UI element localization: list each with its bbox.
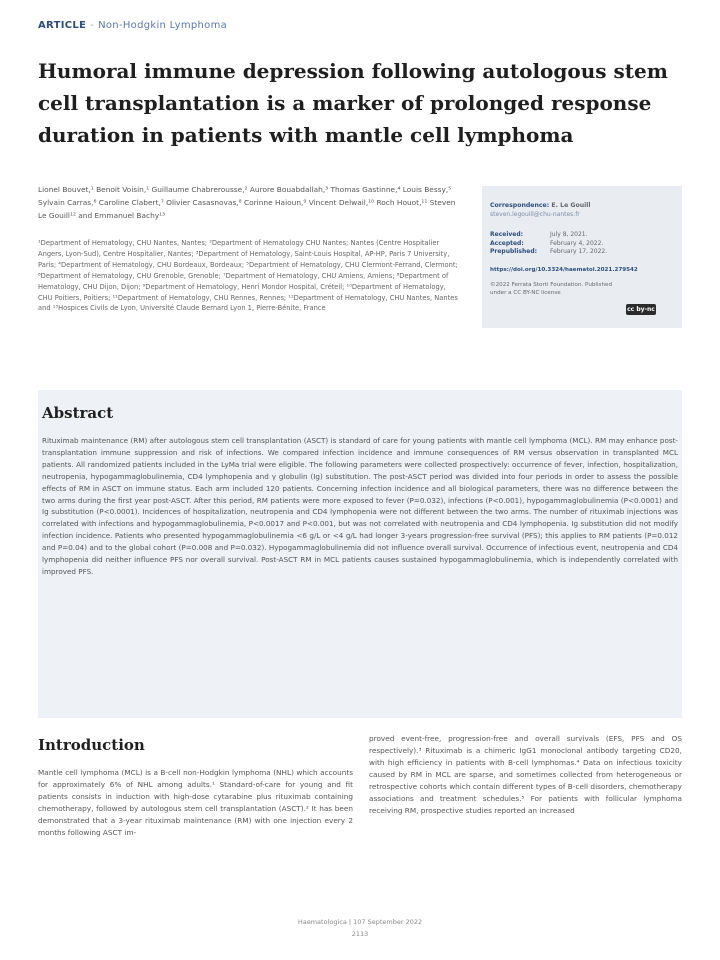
abstract-section — [38, 390, 682, 718]
author-list: Lionel Bouvet,¹ Benoit Voisin,¹ Guillaume Chabrerousse,² Aurore Bouabdallah,³ Thomas Gastinne,⁴ Louis Bessy,⁵ Sylvain Carras,⁶ Caroline Clabert,⁷ Olivier Casasnovas,⁸ Corinne Haioun,⁹ Vincent Delwail,¹⁰ Roch Houot,¹¹ Steven Le Gouill¹² and Emmanuel Bachy¹³ — [38, 185, 456, 220]
journal-footer: Haematologica | 107 September 2022 — [297, 918, 423, 926]
abstract-text: Rituximab maintenance (RM) after autologous stem cell transplantation (ASCT) is standard of care for young patients with mantle cell lymphoma (MCL). RM may enhance post-transplantation immune suppression and risk of infections. We compared infection incidence and immune consequences of RM versus observation in transplanted MCL patients. All randomized patients included in the LyMa trial were eligible. The following parameters were collected prospectively: occurrence of fever, infection, hospitalization, neutropenia, hypogammaglobulinemia, CD4 lymphopenia and γ globulin (Ig) substitution. The post-ASCT period was divided into four periods in order to assess the possible effects of RM in ASCT on immune status. Each arm included 120 patients. Concerning infection incidence and all biological parameters, there was no difference between the two arms during the first year post-ASCT. After this period, RM patients were more exposed to fever (P=0.032), infections (P<0.001), hypogammaglobulinemia (P<0.0001) and Ig substitution (P<0.0001). Incidences of hospitalization, neutropenia and CD4 lymphopenia were not different between the two arms. The number of rituximab injections was correlated with infections and hypogammaglobulinemia, P<0.0017 and P<0.001, but was not correlated with neutropenia and CD4 lymphopenia. Ig substitution did not modify infection incidence. Patients who presented hypogammaglobulinemia <6 g/L or <4 g/L had longer 3-years progression-free survival (PFS); this applies to RM patients (P=0.012 and P=0.04) and to the global cohort (P=0.008 and P=0.032). Hypogammaglobulinemia did not influence overall survival. Occurrence of infectious event, neutropenia and CD4 lymphopenia did neither influence PFS nor overall survival. Post-ASCT RM in MCL patients causes sustained hypogammaglobulinemia, which is independently correlated with improved PFS. — [42, 436, 678, 576]
received-label: Received: — [490, 231, 524, 238]
doi-link[interactable]: https://doi.org/10.3324/haematol.2021.279542 — [490, 266, 638, 273]
page-number: 2113 — [351, 930, 369, 938]
accepted-date: February 4, 2022. — [550, 239, 604, 247]
affiliations: ¹Department of Hematology, CHU Nantes, Nantes; ²Department of Hematology CHU Nantes; Nantes (Centre Hospitalier Angers, Lyon-Sud), Centre Hospitalier, Nantes; ³Department of Hematology, Saint-Louis Hospital, AP-HP, Paris 7 University, Paris; ⁴Department of Hematology, CHU Bordeaux, Bordeaux; ⁵Department of Hematology, CHU Clermont-Ferrand, Clermont; ⁶Department of Hematology, CHU Grenoble, Grenoble; ⁷Department of Hematology, CHU Amiens, Amiens; ⁸Department of Hematology, CHU Dijon, Dijon; ⁹Department of Hematology, Henri Mondor Hospital, Créteil; ¹⁰Department of Hematology, CHU Poitiers, Poitiers; ¹¹Department of Hematology, CHU Rennes, Rennes; ¹²Department of Hematology, CHU Nantes, Nantes and ¹³Hospices Civils de Lyon, Université Claude Bernard Lyon 1, Pierre-Bénite, France — [38, 239, 458, 313]
abstract-heading: Abstract — [42, 404, 114, 422]
correspondence-email[interactable]: steven.legouill@chu-nantes.fr — [490, 211, 580, 218]
article-dates — [490, 231, 674, 257]
copyright-notice: ©2022 Ferrata Storti Foundation. Published under a CC BY-NC license — [490, 281, 612, 296]
introduction-column-2: proved event-free, progression-free and overall survivals (EFS, PFS and OS respectively).³ Rituximab is a chimeric IgG1 monoclonal antibody targeting CD20, with high efficiency in patients with B-cell lymphomas.⁴ Data on infectious toxicity caused by RM in MCL are sparse, and sometimes collected from heterogeneous or retrospective cohorts which contain different types of B-cell disorders, chemotherapy associations and treatment schedules.⁵ For patients with follicular lymphoma receiving RM, prospective studies reported an increased — [369, 734, 682, 815]
accepted-label: Accepted: — [490, 239, 524, 247]
introduction-column-1: Mantle cell lymphoma (MCL) is a B-cell non-Hodgkin lymphoma (NHL) which accounts for approximately 6% of NHL among adults.¹ Standard-of-care for young and fit patients consists in induction with high-dose cytarabine plus rituximab containing chemotherapy, followed by autologous stem cell transplantation (ASCT).² It has been demonstrated that a 3-year rituximab maintenance (RM) with one injection every 2 months following ASCT im- — [38, 768, 353, 837]
introduction-heading: Introduction — [38, 736, 145, 754]
correspondence-name: E. Le Gouill — [551, 202, 591, 209]
article-category: Non-Hodgkin Lymphoma — [98, 20, 228, 31]
article-info-box — [482, 186, 682, 328]
article-header — [38, 20, 227, 31]
prepublished-date: February 17, 2022. — [550, 248, 608, 255]
cc-license-badge[interactable]: cc by-nc — [627, 306, 655, 313]
correspondence-label: Correspondence: E. Le Gouill — [490, 202, 591, 209]
received-date: July 8, 2021. — [550, 231, 588, 238]
header-separator: - — [90, 20, 95, 31]
article-title: Humoral immune depression following autologous stem cell transplantation is a marker of prolonged response duration in patients with mantle cell lymphoma — [38, 59, 668, 147]
prepublished-label: Prepublished: — [490, 248, 538, 255]
article-type-label: ARTICLE — [38, 20, 87, 31]
